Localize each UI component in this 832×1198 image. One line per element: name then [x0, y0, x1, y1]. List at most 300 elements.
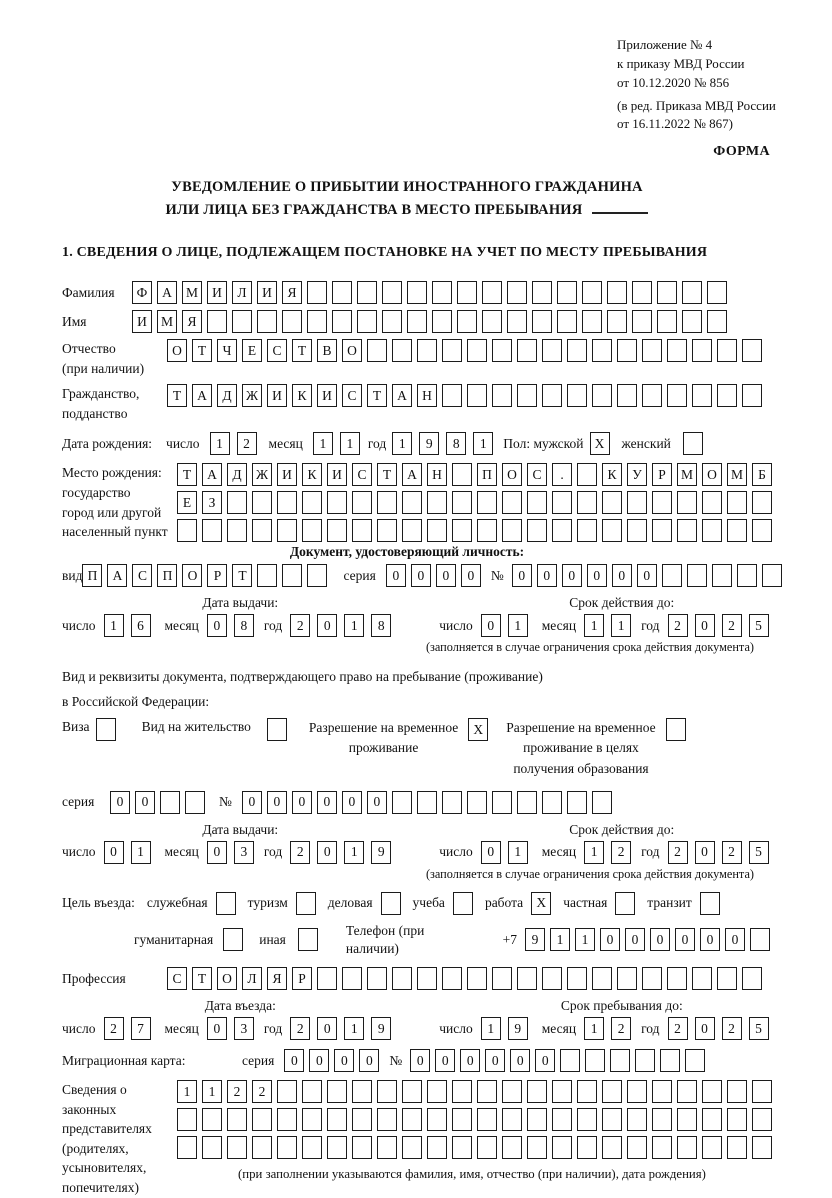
char-cell[interactable]: И [267, 384, 287, 407]
char-cell[interactable] [652, 1136, 672, 1159]
char-cell[interactable]: А [402, 463, 422, 486]
char-cell[interactable]: 3 [234, 1017, 254, 1040]
char-cell[interactable]: 0 [411, 564, 431, 587]
char-cell[interactable] [207, 310, 227, 333]
char-cell[interactable] [307, 310, 327, 333]
char-cell[interactable]: И [257, 281, 277, 304]
char-cell[interactable]: А [392, 384, 412, 407]
purpose-study-checkbox[interactable] [453, 892, 473, 915]
char-cell[interactable] [592, 339, 612, 362]
char-cell[interactable]: 0 [207, 841, 227, 864]
char-cell[interactable]: 0 [110, 791, 130, 814]
char-cell[interactable] [402, 1108, 422, 1131]
char-cell[interactable] [277, 491, 297, 514]
char-cell[interactable] [567, 791, 587, 814]
char-cell[interactable]: 0 [612, 564, 632, 587]
char-cell[interactable]: 1 [344, 1017, 364, 1040]
char-cell[interactable] [712, 564, 732, 587]
char-cell[interactable]: 0 [309, 1049, 329, 1072]
char-cell[interactable] [602, 1080, 622, 1103]
char-cell[interactable] [692, 384, 712, 407]
char-cell[interactable]: Ч [217, 339, 237, 362]
char-cell[interactable]: 8 [371, 614, 391, 637]
char-cell[interactable]: М [727, 463, 747, 486]
char-cell[interactable] [402, 491, 422, 514]
char-cell[interactable]: 0 [317, 1017, 337, 1040]
char-cell[interactable] [282, 564, 302, 587]
char-cell[interactable]: С [267, 339, 287, 362]
purpose-private-checkbox[interactable] [615, 892, 635, 915]
char-cell[interactable] [482, 310, 502, 333]
char-cell[interactable]: Т [192, 967, 212, 990]
char-cell[interactable] [327, 1108, 347, 1131]
char-cell[interactable] [627, 519, 647, 542]
char-cell[interactable]: 0 [242, 791, 262, 814]
char-cell[interactable]: А [157, 281, 177, 304]
char-cell[interactable] [752, 519, 772, 542]
char-cell[interactable]: 0 [104, 841, 124, 864]
purpose-tourism-checkbox[interactable] [296, 892, 316, 915]
char-cell[interactable] [577, 463, 597, 486]
char-cell[interactable] [467, 967, 487, 990]
char-cell[interactable] [257, 310, 277, 333]
char-cell[interactable] [457, 310, 477, 333]
char-cell[interactable] [592, 967, 612, 990]
char-cell[interactable] [277, 1108, 297, 1131]
char-cell[interactable] [377, 519, 397, 542]
char-cell[interactable] [635, 1049, 655, 1072]
temp-residence-checkbox[interactable]: X [468, 718, 488, 741]
char-cell[interactable] [652, 1080, 672, 1103]
char-cell[interactable] [507, 281, 527, 304]
char-cell[interactable] [532, 310, 552, 333]
char-cell[interactable] [742, 384, 762, 407]
char-cell[interactable]: 1 [344, 841, 364, 864]
char-cell[interactable]: 0 [637, 564, 657, 587]
char-cell[interactable] [685, 1049, 705, 1072]
char-cell[interactable] [477, 491, 497, 514]
char-cell[interactable] [752, 491, 772, 514]
char-cell[interactable] [352, 1108, 372, 1131]
char-cell[interactable] [482, 281, 502, 304]
char-cell[interactable]: 0 [587, 564, 607, 587]
char-cell[interactable] [727, 1108, 747, 1131]
char-cell[interactable] [657, 281, 677, 304]
char-cell[interactable]: М [677, 463, 697, 486]
char-cell[interactable] [442, 339, 462, 362]
char-cell[interactable]: 5 [749, 1017, 769, 1040]
char-cell[interactable]: 2 [611, 841, 631, 864]
char-cell[interactable] [627, 1080, 647, 1103]
char-cell[interactable]: 1 [550, 928, 570, 951]
char-cell[interactable]: Я [182, 310, 202, 333]
char-cell[interactable]: Н [417, 384, 437, 407]
char-cell[interactable]: К [602, 463, 622, 486]
char-cell[interactable] [407, 281, 427, 304]
char-cell[interactable] [277, 1136, 297, 1159]
char-cell[interactable] [542, 791, 562, 814]
char-cell[interactable] [762, 564, 782, 587]
char-cell[interactable] [652, 519, 672, 542]
char-cell[interactable]: Ж [242, 384, 262, 407]
char-cell[interactable] [452, 519, 472, 542]
char-cell[interactable]: 0 [410, 1049, 430, 1072]
char-cell[interactable] [632, 310, 652, 333]
char-cell[interactable] [302, 519, 322, 542]
char-cell[interactable] [627, 491, 647, 514]
char-cell[interactable] [577, 1136, 597, 1159]
char-cell[interactable] [662, 564, 682, 587]
char-cell[interactable] [392, 339, 412, 362]
char-cell[interactable]: 0 [207, 1017, 227, 1040]
char-cell[interactable] [377, 1136, 397, 1159]
char-cell[interactable] [407, 310, 427, 333]
char-cell[interactable] [427, 491, 447, 514]
char-cell[interactable]: 2 [104, 1017, 124, 1040]
char-cell[interactable] [677, 1136, 697, 1159]
char-cell[interactable] [402, 519, 422, 542]
char-cell[interactable]: Е [242, 339, 262, 362]
char-cell[interactable]: В [317, 339, 337, 362]
char-cell[interactable]: Я [282, 281, 302, 304]
char-cell[interactable]: 2 [290, 841, 310, 864]
char-cell[interactable]: 0 [562, 564, 582, 587]
char-cell[interactable] [202, 519, 222, 542]
char-cell[interactable]: Л [242, 967, 262, 990]
char-cell[interactable] [642, 384, 662, 407]
char-cell[interactable]: 1 [340, 432, 360, 455]
char-cell[interactable]: 0 [435, 1049, 455, 1072]
char-cell[interactable]: 9 [371, 841, 391, 864]
char-cell[interactable]: Р [652, 463, 672, 486]
char-cell[interactable] [517, 384, 537, 407]
char-cell[interactable]: 2 [668, 841, 688, 864]
char-cell[interactable] [617, 384, 637, 407]
char-cell[interactable] [667, 339, 687, 362]
char-cell[interactable]: 0 [695, 841, 715, 864]
char-cell[interactable] [402, 1136, 422, 1159]
char-cell[interactable] [527, 519, 547, 542]
char-cell[interactable] [302, 491, 322, 514]
char-cell[interactable] [232, 310, 252, 333]
char-cell[interactable]: А [202, 463, 222, 486]
char-cell[interactable]: Р [292, 967, 312, 990]
char-cell[interactable]: 8 [446, 432, 466, 455]
char-cell[interactable] [682, 310, 702, 333]
char-cell[interactable]: 1 [584, 841, 604, 864]
char-cell[interactable] [507, 310, 527, 333]
char-cell[interactable]: 0 [342, 791, 362, 814]
char-cell[interactable]: П [477, 463, 497, 486]
char-cell[interactable]: 0 [267, 791, 287, 814]
char-cell[interactable] [552, 491, 572, 514]
char-cell[interactable]: 6 [131, 614, 151, 637]
char-cell[interactable]: 8 [234, 614, 254, 637]
char-cell[interactable]: Т [292, 339, 312, 362]
char-cell[interactable]: А [107, 564, 127, 587]
char-cell[interactable] [702, 1108, 722, 1131]
char-cell[interactable] [582, 281, 602, 304]
sex-female-checkbox[interactable] [683, 432, 703, 455]
char-cell[interactable] [252, 491, 272, 514]
char-cell[interactable]: 0 [317, 841, 337, 864]
char-cell[interactable] [602, 1108, 622, 1131]
char-cell[interactable] [492, 339, 512, 362]
char-cell[interactable] [542, 384, 562, 407]
char-cell[interactable]: Л [232, 281, 252, 304]
char-cell[interactable]: 2 [668, 614, 688, 637]
char-cell[interactable] [452, 1136, 472, 1159]
char-cell[interactable] [302, 1108, 322, 1131]
char-cell[interactable]: Ф [132, 281, 152, 304]
char-cell[interactable] [707, 310, 727, 333]
char-cell[interactable]: 1 [575, 928, 595, 951]
char-cell[interactable] [352, 1136, 372, 1159]
char-cell[interactable]: 0 [650, 928, 670, 951]
char-cell[interactable] [282, 310, 302, 333]
char-cell[interactable] [352, 1080, 372, 1103]
char-cell[interactable]: 0 [436, 564, 456, 587]
char-cell[interactable]: Т [377, 463, 397, 486]
char-cell[interactable] [367, 967, 387, 990]
char-cell[interactable]: 0 [625, 928, 645, 951]
char-cell[interactable] [727, 1080, 747, 1103]
char-cell[interactable] [442, 791, 462, 814]
char-cell[interactable] [577, 491, 597, 514]
char-cell[interactable] [742, 967, 762, 990]
char-cell[interactable]: Я [267, 967, 287, 990]
char-cell[interactable] [432, 281, 452, 304]
char-cell[interactable]: 0 [317, 791, 337, 814]
char-cell[interactable]: 0 [481, 841, 501, 864]
char-cell[interactable]: С [527, 463, 547, 486]
char-cell[interactable]: 9 [508, 1017, 528, 1040]
char-cell[interactable] [542, 339, 562, 362]
purpose-humanitarian-checkbox[interactable] [223, 928, 243, 951]
char-cell[interactable] [432, 310, 452, 333]
char-cell[interactable]: 0 [725, 928, 745, 951]
char-cell[interactable] [377, 1108, 397, 1131]
char-cell[interactable] [177, 519, 197, 542]
char-cell[interactable]: 2 [227, 1080, 247, 1103]
char-cell[interactable]: Т [167, 384, 187, 407]
char-cell[interactable] [252, 519, 272, 542]
char-cell[interactable] [502, 1136, 522, 1159]
char-cell[interactable] [477, 519, 497, 542]
char-cell[interactable] [277, 1080, 297, 1103]
char-cell[interactable] [702, 1136, 722, 1159]
char-cell[interactable]: 0 [695, 614, 715, 637]
char-cell[interactable] [677, 519, 697, 542]
char-cell[interactable] [677, 491, 697, 514]
char-cell[interactable]: 2 [252, 1080, 272, 1103]
purpose-transit-checkbox[interactable] [700, 892, 720, 915]
char-cell[interactable]: 1 [584, 614, 604, 637]
char-cell[interactable]: 2 [668, 1017, 688, 1040]
char-cell[interactable] [502, 1080, 522, 1103]
char-cell[interactable] [552, 1136, 572, 1159]
char-cell[interactable]: . [552, 463, 572, 486]
char-cell[interactable] [177, 1108, 197, 1131]
char-cell[interactable] [492, 384, 512, 407]
char-cell[interactable] [185, 791, 205, 814]
char-cell[interactable] [477, 1136, 497, 1159]
char-cell[interactable] [682, 281, 702, 304]
char-cell[interactable] [492, 967, 512, 990]
char-cell[interactable]: С [167, 967, 187, 990]
char-cell[interactable] [527, 1136, 547, 1159]
char-cell[interactable]: 1 [508, 841, 528, 864]
char-cell[interactable]: 2 [290, 614, 310, 637]
char-cell[interactable] [402, 1080, 422, 1103]
sex-male-checkbox[interactable]: X [590, 432, 610, 455]
char-cell[interactable]: Т [367, 384, 387, 407]
char-cell[interactable] [452, 491, 472, 514]
char-cell[interactable] [702, 519, 722, 542]
char-cell[interactable]: С [342, 384, 362, 407]
char-cell[interactable] [327, 1136, 347, 1159]
char-cell[interactable] [527, 1108, 547, 1131]
char-cell[interactable]: 0 [207, 614, 227, 637]
char-cell[interactable] [652, 491, 672, 514]
char-cell[interactable] [567, 384, 587, 407]
char-cell[interactable] [627, 1108, 647, 1131]
char-cell[interactable]: 0 [481, 614, 501, 637]
char-cell[interactable]: Е [177, 491, 197, 514]
char-cell[interactable] [702, 491, 722, 514]
char-cell[interactable] [585, 1049, 605, 1072]
char-cell[interactable] [357, 310, 377, 333]
char-cell[interactable]: О [342, 339, 362, 362]
char-cell[interactable] [502, 1108, 522, 1131]
char-cell[interactable]: 1 [611, 614, 631, 637]
char-cell[interactable]: 0 [135, 791, 155, 814]
char-cell[interactable] [332, 281, 352, 304]
char-cell[interactable] [750, 928, 770, 951]
char-cell[interactable]: П [157, 564, 177, 587]
char-cell[interactable]: 9 [419, 432, 439, 455]
char-cell[interactable] [492, 791, 512, 814]
char-cell[interactable] [452, 1080, 472, 1103]
char-cell[interactable] [602, 491, 622, 514]
char-cell[interactable] [702, 1080, 722, 1103]
char-cell[interactable] [307, 564, 327, 587]
char-cell[interactable] [660, 1049, 680, 1072]
char-cell[interactable]: 1 [392, 432, 412, 455]
char-cell[interactable]: П [82, 564, 102, 587]
title-blank-line[interactable] [592, 212, 648, 214]
char-cell[interactable] [452, 463, 472, 486]
char-cell[interactable] [607, 281, 627, 304]
char-cell[interactable]: И [207, 281, 227, 304]
char-cell[interactable] [277, 519, 297, 542]
char-cell[interactable]: М [157, 310, 177, 333]
char-cell[interactable] [752, 1136, 772, 1159]
char-cell[interactable]: 1 [508, 614, 528, 637]
char-cell[interactable] [517, 339, 537, 362]
char-cell[interactable]: 0 [461, 564, 481, 587]
char-cell[interactable] [652, 1108, 672, 1131]
char-cell[interactable] [327, 491, 347, 514]
char-cell[interactable] [552, 519, 572, 542]
char-cell[interactable] [692, 339, 712, 362]
char-cell[interactable]: 1 [473, 432, 493, 455]
char-cell[interactable] [727, 491, 747, 514]
char-cell[interactable]: 0 [510, 1049, 530, 1072]
char-cell[interactable] [560, 1049, 580, 1072]
char-cell[interactable] [602, 519, 622, 542]
char-cell[interactable] [227, 1108, 247, 1131]
char-cell[interactable]: 3 [234, 841, 254, 864]
char-cell[interactable] [717, 339, 737, 362]
char-cell[interactable] [592, 384, 612, 407]
char-cell[interactable]: 2 [722, 841, 742, 864]
char-cell[interactable] [227, 519, 247, 542]
char-cell[interactable]: 2 [611, 1017, 631, 1040]
char-cell[interactable]: К [292, 384, 312, 407]
char-cell[interactable] [527, 1080, 547, 1103]
char-cell[interactable] [577, 1080, 597, 1103]
char-cell[interactable]: Д [217, 384, 237, 407]
char-cell[interactable]: 0 [334, 1049, 354, 1072]
char-cell[interactable] [257, 564, 277, 587]
char-cell[interactable] [582, 310, 602, 333]
char-cell[interactable]: О [702, 463, 722, 486]
char-cell[interactable]: 0 [535, 1049, 555, 1072]
char-cell[interactable]: 1 [177, 1080, 197, 1103]
char-cell[interactable]: Р [207, 564, 227, 587]
char-cell[interactable] [627, 1136, 647, 1159]
char-cell[interactable] [317, 967, 337, 990]
char-cell[interactable] [687, 564, 707, 587]
char-cell[interactable] [332, 310, 352, 333]
char-cell[interactable]: О [182, 564, 202, 587]
char-cell[interactable] [227, 491, 247, 514]
char-cell[interactable]: 0 [485, 1049, 505, 1072]
char-cell[interactable] [677, 1108, 697, 1131]
char-cell[interactable] [717, 967, 737, 990]
purpose-business-checkbox[interactable] [381, 892, 401, 915]
char-cell[interactable] [427, 1136, 447, 1159]
char-cell[interactable] [692, 967, 712, 990]
residence-permit-checkbox[interactable] [267, 718, 287, 741]
char-cell[interactable]: 2 [237, 432, 257, 455]
char-cell[interactable] [467, 384, 487, 407]
char-cell[interactable]: С [352, 463, 372, 486]
char-cell[interactable]: 9 [371, 1017, 391, 1040]
char-cell[interactable] [657, 310, 677, 333]
char-cell[interactable]: И [317, 384, 337, 407]
char-cell[interactable] [602, 1136, 622, 1159]
char-cell[interactable]: Т [177, 463, 197, 486]
char-cell[interactable]: 0 [700, 928, 720, 951]
char-cell[interactable] [617, 339, 637, 362]
char-cell[interactable] [342, 967, 362, 990]
char-cell[interactable]: 0 [460, 1049, 480, 1072]
char-cell[interactable]: 0 [367, 791, 387, 814]
char-cell[interactable] [352, 519, 372, 542]
char-cell[interactable]: 2 [722, 614, 742, 637]
char-cell[interactable]: Т [192, 339, 212, 362]
char-cell[interactable] [377, 1080, 397, 1103]
char-cell[interactable] [577, 519, 597, 542]
char-cell[interactable] [552, 1108, 572, 1131]
char-cell[interactable] [557, 310, 577, 333]
char-cell[interactable]: 0 [512, 564, 532, 587]
char-cell[interactable] [367, 339, 387, 362]
char-cell[interactable] [477, 1108, 497, 1131]
char-cell[interactable]: О [502, 463, 522, 486]
